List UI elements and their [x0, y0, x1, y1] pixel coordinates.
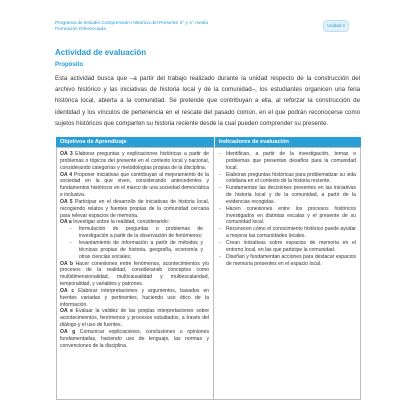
skill-text: Hacer conexiones entre fenómenos, acontecimientos y/o procesos de la realidad, considerando conceptos como multidimensionalidad, multicausalidad y multiescalaridad, temporalidad, y variables y patrones.: [60, 260, 209, 288]
skill-code: OA c: [60, 287, 75, 294]
purpose-heading: Propósito: [55, 62, 83, 68]
list-item: - formulación de preguntas o problemas de investigación a partir de la observación de fenómenos;: [60, 226, 209, 240]
indicators-list: [217, 151, 356, 267]
indicator-item: - Diseñan y fundamentan acciones para destacar espacios de memoria presentes en el espacio local.: [217, 254, 356, 268]
skill-code: OA e: [60, 308, 73, 315]
skill-item: [60, 329, 209, 350]
skill-item: [60, 261, 209, 288]
indicator-item: - Fundamentan las decisiones presentes en las iniciativas de historia local y de la comunidad, a partir de la evidencias recogidas.: [217, 185, 356, 206]
indicator-item: - Elaboran preguntas históricas para problematizar su vida cotidiana en el contexto de la historia reciente.: [217, 172, 356, 186]
skill-code: OA b: [60, 260, 74, 267]
skill-text: Evaluar la validez de las propias interpretaciones sobre acontecimientos, fenómenos y procesos estudiados, a través del diálogo y el uso de fuentes.: [60, 308, 209, 329]
objective-code: OA 4: [60, 171, 73, 178]
purpose-paragraph: Esta actividad busca que –a partir del trabajo realizado durante la unidad respecto de la construcción del archivo histórico y las iniciativas de historia local y de la comunidad–, los estudiantes organicen una feria histórica local, abierta a la comunidad. Se pretende que contribuyan a ella, al reforzar la construcción de identidad y los vínculos de pertenencia en el rescate del pasado común, en el que podrán reconocerse como sujetos históricos que comparten su historia reciente desde la cual pueden comprender su presente.: [55, 75, 360, 127]
objective-code: OA a: [60, 219, 72, 226]
skill-text: Comunicar explicaciones, conclusiones u opiniones fundamentadas, haciendo uso de lenguaje, las normas y convenciones de la disciplina.: [60, 328, 209, 349]
objectives-column-header: Objetivos de Aprendizaje: [56, 137, 214, 147]
skill-item: [60, 308, 209, 329]
indicator-item: - Identifican, a partir de la investigación, temas o problemas que presentan desafíos para la comunidad local.: [217, 151, 356, 172]
page-header: [0, 0, 400, 40]
objective-item: [60, 219, 209, 226]
objective-code: OA 5: [60, 198, 73, 205]
list-item: - levantamiento de información a partir de métodos y técnicas propias de historia, geografía, economía y otras ciencias sociales;: [60, 240, 209, 261]
unit-badge: Unidad 4: [323, 20, 349, 32]
activity-title: Actividad de evaluación: [55, 48, 147, 57]
objective-item: [60, 199, 209, 220]
skill-code: OA g: [60, 328, 76, 335]
objective-text: Elaborar preguntas y explicaciones históricas a partir de problemas o tópicos del presente en el contexto local y nacional, considerando categorías y metodologías propias de la disciplina.: [60, 151, 209, 171]
objective-text: Proponer iniciativas que contribuyan al mejoramiento de la sociedad en la que viven, considerando antecedentes y fundamentos históricos en el marco de una sociedad democrática e inclusiva.: [60, 171, 209, 199]
objective-item: [60, 172, 209, 199]
program-title: Programa de Estudio Comprensión Histórica del Presente 3° y 4° medio: [55, 21, 209, 26]
objectives-cell: [56, 147, 214, 400]
indicator-item: - Hacen conexiones entre los procesos históricos investigados en distintas escalas y el presente de su comunidad local.: [217, 206, 356, 227]
objective-text: Investigar sobre la realidad, considerando:: [71, 219, 170, 226]
skill-item: [60, 288, 209, 309]
evaluation-table: [56, 137, 361, 400]
investigation-sublist: [60, 226, 209, 260]
objective-item: [60, 151, 209, 172]
indicators-column-header: Indicadores de evaluación: [214, 137, 361, 147]
skill-text: Elaborar interpretaciones y argumentos, basados en fuentes variadas y pertinentes, haciendo uso ético de la información.: [60, 287, 209, 308]
objective-text: Participar en el desarrollo de iniciativas de historia local, recogiendo relatos y fuentes propias de la comunidad cercana para relevar espacios de memoria.: [60, 198, 209, 219]
indicator-item: - Reconocen cómo el conocimiento histórico puede ayudar a mejorar las comunidades locales.: [217, 226, 356, 240]
indicator-item: - Crean iniciativas sobre espacios de memoria en el entorno local, en las que participe la comunidad.: [217, 240, 356, 254]
program-subtitle: Formación Diferenciada: [55, 27, 106, 32]
objective-code: OA 3: [60, 151, 73, 157]
indicators-cell: [214, 147, 361, 400]
